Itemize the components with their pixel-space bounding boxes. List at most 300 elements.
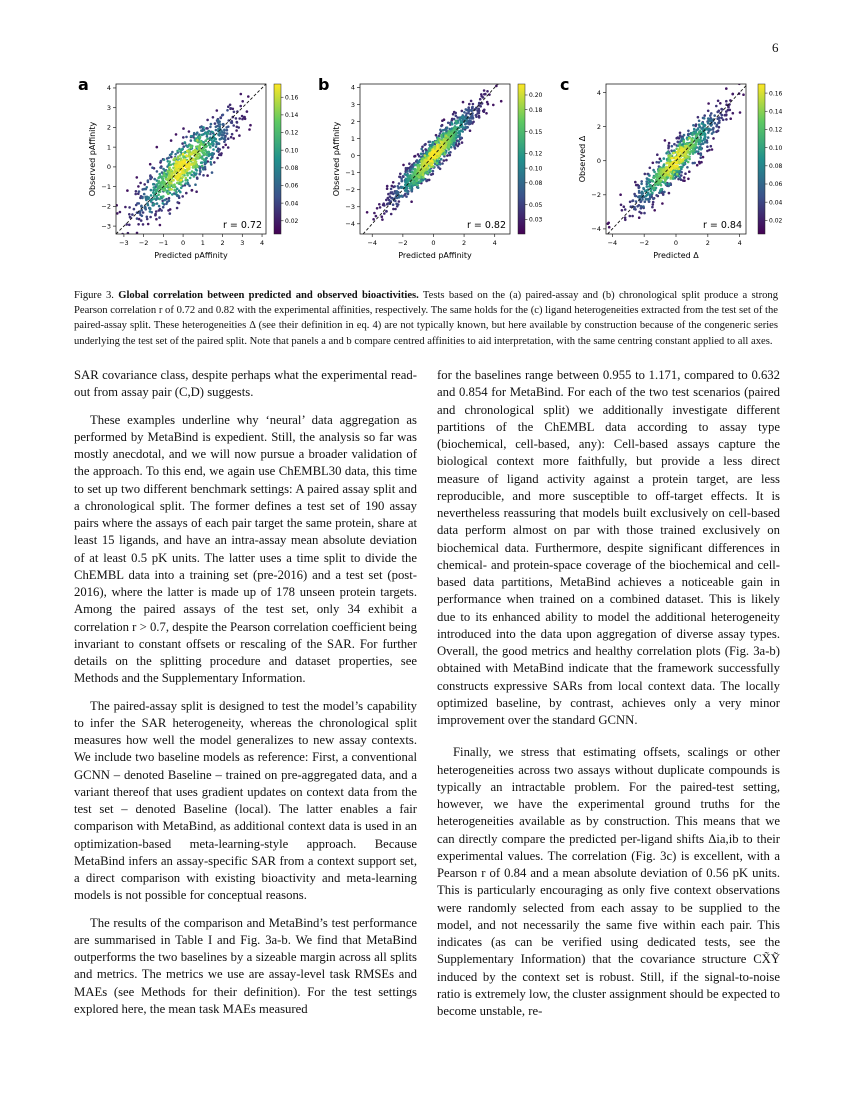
data-point [692, 124, 695, 127]
scatter-points [596, 73, 745, 244]
data-point [634, 195, 637, 198]
data-point [167, 157, 170, 160]
paragraph: The results of the comparison and MetaBind’s test performance are summarised in Table I and Fig. 3a-b. We find that MetaBind outperforms the two baselines by a sizeable margin across all splits and metrics. The metrics we use are assay-level task RMSEs and MAEs (see Methods for their definition). For the test settings explored here, the mean task MAEs measured [74, 915, 417, 1016]
scatter-plot-c [560, 74, 800, 274]
colorbar-tick-label: 0.06 [769, 181, 783, 189]
data-point [460, 120, 463, 123]
data-point [180, 172, 183, 175]
data-point [220, 152, 223, 155]
data-point [700, 154, 703, 157]
data-point [653, 171, 656, 174]
data-point [479, 98, 482, 101]
data-point [406, 170, 409, 173]
data-point [683, 134, 686, 137]
colorbar-tick-label: 0.02 [769, 217, 783, 225]
data-point [410, 200, 413, 203]
data-point [732, 112, 735, 115]
y-axis-label: Observed Δ [578, 135, 587, 183]
data-point [412, 182, 415, 185]
data-point [671, 145, 674, 148]
data-point [215, 141, 218, 144]
y-tick-label: −1 [101, 182, 111, 191]
data-point [134, 193, 137, 196]
data-point [653, 186, 656, 189]
data-point [662, 193, 665, 196]
data-point [222, 114, 225, 117]
x-tick-label: 4 [737, 239, 742, 247]
y-tick-label: −4 [591, 225, 601, 234]
data-point [608, 226, 611, 229]
data-point [239, 105, 242, 108]
data-point [680, 146, 683, 149]
data-point [216, 109, 219, 112]
data-point [477, 110, 480, 113]
x-axis-label: Predicted pAffinity [154, 251, 228, 260]
data-point [386, 185, 389, 188]
data-point [201, 134, 204, 137]
data-point [638, 190, 641, 193]
data-point [240, 93, 243, 96]
data-point [641, 198, 644, 201]
data-point [143, 193, 146, 196]
data-point [172, 158, 175, 161]
data-point [381, 215, 384, 218]
x-axis-label: Predicted pAffinity [398, 251, 472, 260]
data-point [668, 183, 671, 186]
data-point [697, 150, 700, 153]
data-point [180, 183, 183, 186]
data-point [432, 170, 435, 173]
data-point [472, 103, 475, 106]
data-point [209, 133, 212, 136]
data-point [106, 242, 109, 245]
data-point [681, 166, 684, 169]
data-point [456, 145, 459, 148]
data-point [185, 192, 188, 195]
data-point [200, 129, 203, 132]
data-point [162, 202, 165, 205]
data-point [619, 193, 622, 196]
data-point [697, 116, 700, 119]
data-point [137, 223, 140, 226]
x-tick-label: 4 [492, 239, 497, 247]
data-point [194, 183, 197, 186]
data-point [174, 153, 177, 156]
data-point [446, 154, 449, 157]
data-point [200, 161, 203, 164]
data-point [148, 196, 151, 199]
data-point [429, 170, 432, 173]
data-point [133, 208, 136, 211]
data-point [649, 167, 652, 170]
data-point [128, 206, 131, 209]
data-point [707, 102, 710, 105]
data-point [437, 166, 440, 169]
identity-line [608, 86, 746, 234]
data-point [190, 146, 193, 149]
data-point [426, 172, 429, 175]
x-tick-label: −2 [138, 239, 149, 247]
data-point [182, 153, 185, 156]
paragraph: The paired-assay split is designed to test the model’s capability to infer the SAR heterogeneity, whereas the chronological split measures how well the model generalizes to new assay contexts. We include two baseline models as reference: First, a conventional GCNN – denoted Baseline – trained on pre-aggregated data, and a variant thereof that uses gradient updates on context data from the test set – denoted Baseline (local). The latter enables a fair comparison with MetaBind, as additional context data is used in an optimization-based meta-learning-style approach. Because MetaBind infers an assay-specific SAR from a context support set, a direct comparison with existing bioactivity and meta-learning models is not possible for conceptual reasons. [74, 698, 417, 903]
data-point [462, 126, 465, 129]
data-point [455, 122, 458, 125]
data-point [182, 127, 185, 130]
data-point [204, 149, 207, 152]
x-axis-label: Predicted Δ [653, 251, 699, 260]
data-point [699, 156, 702, 159]
data-point [660, 188, 663, 191]
data-point [218, 142, 221, 145]
data-point [400, 177, 403, 180]
x-tick-label: −2 [398, 239, 408, 247]
x-tick-label: −2 [639, 239, 649, 247]
data-point [707, 110, 710, 113]
data-point [663, 163, 666, 166]
data-point [185, 136, 188, 139]
data-point [208, 130, 211, 133]
data-point [153, 197, 156, 200]
data-point [159, 166, 162, 169]
data-point [189, 177, 192, 180]
data-point [470, 100, 473, 103]
data-point [170, 163, 173, 166]
data-point [156, 202, 159, 205]
data-point [661, 202, 664, 205]
y-tick-label: 0 [350, 151, 355, 160]
data-point [727, 106, 730, 109]
panel-label: b [318, 75, 330, 94]
data-point [673, 171, 676, 174]
data-point [217, 133, 220, 136]
data-point [149, 216, 152, 219]
data-point [230, 107, 233, 110]
data-point [202, 126, 205, 129]
data-point [177, 157, 180, 160]
data-point [200, 126, 203, 129]
data-point [640, 180, 643, 183]
data-point [629, 201, 632, 204]
y-axis-label: Observed pAffinity [332, 121, 341, 197]
data-point [191, 189, 194, 192]
data-point [644, 173, 647, 176]
data-point [631, 200, 634, 203]
data-point [687, 178, 690, 181]
data-point [162, 195, 165, 198]
data-point [636, 205, 639, 208]
panel-label: a [78, 75, 89, 94]
data-point [180, 187, 183, 190]
x-tick-label: 0 [181, 239, 186, 247]
data-point [648, 200, 651, 203]
data-point [688, 137, 691, 140]
data-point [687, 130, 690, 133]
data-point [739, 111, 742, 114]
x-tick-label: 0 [673, 239, 679, 247]
y-tick-label: 4 [106, 84, 111, 93]
data-point [160, 160, 163, 163]
data-point [213, 161, 216, 164]
data-point [634, 181, 637, 184]
data-point [447, 122, 450, 125]
data-point [188, 130, 191, 133]
colorbar-tick-label: 0.18 [529, 106, 543, 114]
data-point [631, 215, 634, 218]
data-point [161, 180, 164, 183]
data-point [216, 149, 219, 152]
data-point [179, 150, 182, 153]
data-point [463, 111, 466, 114]
data-point [646, 185, 649, 188]
data-point [621, 209, 624, 212]
data-point [734, 73, 737, 76]
data-point [212, 148, 215, 151]
data-point [440, 143, 443, 146]
data-point [402, 175, 405, 178]
data-point [186, 150, 189, 153]
data-point [482, 96, 485, 99]
data-point [143, 183, 146, 186]
data-point [464, 123, 467, 126]
data-point [461, 116, 464, 119]
data-point [440, 141, 443, 144]
data-point [227, 105, 230, 108]
data-point [461, 110, 464, 113]
data-point [249, 124, 252, 127]
data-point [203, 152, 206, 155]
data-point [210, 158, 213, 161]
data-point [431, 163, 434, 166]
data-point [247, 95, 250, 98]
data-point [664, 139, 667, 142]
data-point [690, 145, 693, 148]
data-point [214, 122, 217, 125]
data-point [454, 112, 457, 115]
data-point [213, 137, 216, 140]
data-point [185, 177, 188, 180]
data-point [131, 213, 134, 216]
data-point [152, 203, 155, 206]
data-point [651, 206, 654, 209]
data-point [142, 211, 145, 214]
data-point [472, 121, 475, 124]
data-point [150, 177, 153, 180]
data-point [457, 140, 460, 143]
data-point [480, 93, 483, 96]
colorbar-tick-label: 0.20 [529, 92, 543, 100]
data-point [372, 218, 375, 221]
data-point [195, 169, 198, 172]
data-point [675, 161, 678, 164]
data-point [398, 182, 401, 185]
x-tick-label: −4 [607, 239, 618, 247]
data-point [656, 153, 659, 156]
y-tick-label: −2 [101, 202, 111, 211]
data-point [446, 126, 449, 129]
data-point [641, 191, 644, 194]
data-point [686, 166, 689, 169]
data-point [390, 213, 393, 216]
data-point [144, 206, 147, 209]
data-point [672, 152, 675, 155]
data-point [151, 166, 154, 169]
data-point [441, 136, 444, 139]
data-point [235, 129, 238, 132]
data-point [402, 164, 405, 167]
data-point [137, 185, 140, 188]
data-point [170, 188, 173, 191]
data-point [683, 140, 686, 143]
data-point [742, 93, 745, 96]
data-point [179, 191, 182, 194]
data-point [195, 133, 198, 136]
left-column [74, 367, 417, 1018]
data-point [708, 119, 711, 122]
data-point [483, 110, 486, 113]
data-point [163, 158, 166, 161]
data-point [211, 152, 214, 155]
colorbar-tick-label: 0.15 [529, 128, 543, 136]
data-point [699, 146, 702, 149]
colorbar-tick-label: 0.16 [285, 94, 299, 102]
data-point [714, 122, 717, 125]
data-point [653, 209, 656, 212]
y-tick-label: 4 [350, 83, 355, 92]
paragraph: These examples underline why ‘neural’ data aggregation as performed by MetaBind is expedient. Still, the analysis so far was mostly anecdotal, and we will now pursue a broader validation of the approach. To this end, we again use ChEMBL30 data, this time to set up two different benchmark settings: A paired assay split and a chronological split. The former defines a test set of 190 assay pairs where the assays of each pair target the same protein, share at least 15 ligands, and have an intra-assay mean absolute deviation of at least 0.5 pK units. The latter uses a time split to divide the ChEMBL data into a training set (pre-2016) and a test set (post-2016), where the latter is made up of 178 unseen protein targets. Among the paired assays of the test set, only 34 exhibit a correlation r > 0.7, despite the Pearson correlation coefficient being invariant to constant offsets or rescaling of the SAR. For further details on the splitting procedure and dataset properties, see Methods and the Supplementary Information. [74, 412, 417, 686]
data-point [700, 161, 703, 164]
data-point [215, 126, 218, 129]
data-point [518, 44, 521, 47]
paragraph: for the baselines range between 0.955 to 1.171, compared to 0.632 and 0.854 for MetaBind. For each of the two test scenarios (paired and chronological split) we additionally investigate different partitions of the ChEMBL data according to assay type (biochemical, cell-based, any): Cell-based assays capture the biological context more faithfully, but provide a less direct measure of ligand activity against a protein target, are less reproducible, and more susceptible to off-target effects. It is nevertheless reassuring that models built exclusively on cell-based data perform almost on par with those trained exclusively on biochemical data. Furthermore, despite significant differences in chemical- and protein-space coverage of the biochemical and cell-based data partitions, MetaBind achieves a noticeable gain in performance when trained on a combined dataset. This is likely due to its enhanced ability to model the additional heterogeneity introduced into the data upon aggregation of diverse assay types. Overall, the good metrics and healthy correlation plots (Fig. 3a-b) obtained with MetaBind indicate that the framework successfully constructs expressive SARs from local context data. The locally optimized baseline, by contrast, achieves only a very minor improvement over the standard GCNN. [437, 368, 780, 727]
data-point [459, 118, 462, 121]
data-point [162, 206, 165, 209]
data-point [202, 174, 205, 177]
data-point [216, 157, 219, 160]
data-point [149, 163, 152, 166]
data-point [238, 134, 241, 137]
data-point [713, 114, 716, 117]
data-point [173, 189, 176, 192]
data-point [732, 93, 735, 96]
data-point [692, 149, 695, 152]
data-point [725, 87, 728, 90]
data-point [663, 157, 666, 160]
data-point [706, 150, 709, 153]
data-point [159, 173, 162, 176]
data-point [159, 224, 162, 227]
correlation-label: r = 0.72 [222, 220, 262, 231]
y-tick-label: −1 [345, 168, 355, 177]
data-point [692, 162, 695, 165]
data-point [176, 201, 179, 204]
colorbar-tick-label: 0.10 [285, 147, 299, 155]
data-point [720, 117, 723, 120]
colorbar-tick-label: 0.16 [769, 90, 783, 98]
data-point [183, 160, 186, 163]
data-point [167, 209, 170, 212]
data-point [678, 153, 681, 156]
data-point [397, 185, 400, 188]
data-point [417, 186, 420, 189]
colorbar-tick-label: 0.02 [285, 217, 299, 225]
x-tick-label: 1 [200, 239, 205, 247]
data-point [667, 155, 670, 158]
data-point [193, 175, 196, 178]
data-point [658, 173, 661, 176]
data-point [163, 172, 166, 175]
data-point [196, 177, 199, 180]
x-tick-label: 0 [431, 239, 436, 247]
identity-line [363, 84, 498, 234]
data-point [202, 144, 205, 147]
data-point [472, 117, 475, 120]
data-point [208, 151, 211, 154]
data-point [452, 113, 455, 116]
data-point [443, 153, 446, 156]
data-point [673, 164, 676, 167]
data-point [235, 117, 238, 120]
data-point [199, 136, 202, 139]
data-point [715, 105, 718, 108]
data-point [664, 174, 667, 177]
data-point [178, 148, 181, 151]
data-point [163, 174, 166, 177]
data-point [710, 145, 713, 148]
data-point [149, 207, 152, 210]
data-point [724, 114, 727, 117]
data-point [448, 152, 451, 155]
data-point [224, 144, 227, 147]
data-point [181, 176, 184, 179]
colorbar-tick-label: 0.08 [529, 179, 543, 187]
data-point [458, 130, 461, 133]
data-point [423, 144, 426, 147]
y-tick-label: 0 [106, 163, 111, 172]
data-point [486, 101, 489, 104]
data-point [687, 161, 690, 164]
colorbar-tick-label: 0.08 [769, 163, 783, 171]
x-tick-label: 2 [462, 239, 467, 247]
data-point [677, 136, 680, 139]
data-point [219, 148, 222, 151]
data-point [439, 129, 442, 132]
scatter-points [366, 44, 522, 221]
data-point [427, 167, 430, 170]
data-point [398, 200, 401, 203]
data-point [440, 134, 443, 137]
data-point [642, 187, 645, 190]
data-point [168, 184, 171, 187]
data-point [200, 143, 203, 146]
data-point [652, 201, 655, 204]
data-point [213, 140, 216, 143]
data-point [202, 168, 205, 171]
data-point [445, 129, 448, 132]
data-point [260, 56, 263, 59]
data-point [222, 134, 225, 137]
data-point [138, 202, 141, 205]
data-point [190, 135, 193, 138]
y-tick-label: 3 [350, 100, 355, 109]
data-point [442, 129, 445, 132]
data-point [667, 147, 670, 150]
data-point [717, 100, 720, 103]
data-point [172, 179, 175, 182]
data-point [383, 204, 386, 207]
data-point [237, 126, 240, 129]
data-point [225, 126, 228, 129]
data-point [451, 123, 454, 126]
